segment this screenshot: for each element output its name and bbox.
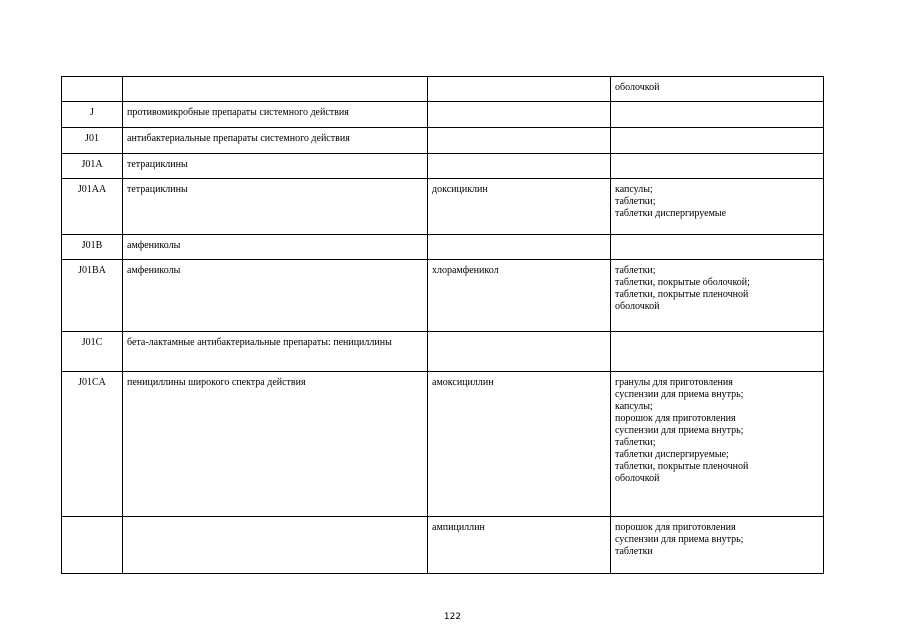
atc-group-cell <box>123 77 428 102</box>
dosage-form-line: капсулы; <box>615 401 653 412</box>
dosage-form-line: оболочкой <box>615 473 660 484</box>
table-row <box>62 260 824 332</box>
atc-code-cell: J01B <box>62 235 123 260</box>
dosage-form-line: таблетки диспергируемые <box>615 208 727 219</box>
atc-code-cell: J <box>62 102 123 128</box>
dosage-forms-cell <box>611 235 824 260</box>
dosage-form-line: оболочкой <box>615 82 660 93</box>
drug-table <box>61 76 824 574</box>
drug-name-cell: ампициллин <box>428 517 611 574</box>
drug-name-cell: доксициклин <box>428 179 611 235</box>
atc-code-cell <box>62 517 123 574</box>
dosage-forms-cell <box>611 179 824 235</box>
atc-group-cell: амфениколы <box>123 235 428 260</box>
atc-group-cell: противомикробные препараты системного действия <box>123 102 428 128</box>
drug-table-body <box>62 77 824 574</box>
drug-name-cell: хлорамфеникол <box>428 260 611 332</box>
atc-group-cell: антибактериальные препараты системного действия <box>123 128 428 154</box>
drug-name-cell <box>428 128 611 154</box>
atc-group-cell <box>123 517 428 574</box>
dosage-form-line: таблетки диспергируемые; <box>615 449 729 460</box>
table-row <box>62 128 824 154</box>
dosage-forms-cell <box>611 102 824 128</box>
atc-code-cell: J01A <box>62 154 123 179</box>
table-row <box>62 235 824 260</box>
dosage-form-line: таблетки, покрытые оболочкой; <box>615 277 750 288</box>
dosage-form-line: оболочкой <box>615 301 660 312</box>
drug-name-cell <box>428 102 611 128</box>
atc-group-cell: тетрациклины <box>123 179 428 235</box>
drug-name-cell <box>428 235 611 260</box>
dosage-form-line: таблетки; <box>615 437 656 448</box>
atc-code-cell: J01AA <box>62 179 123 235</box>
dosage-forms-cell <box>611 128 824 154</box>
page-number: 122 <box>443 612 462 622</box>
dosage-form-line: таблетки; <box>615 196 656 207</box>
atc-code-cell <box>62 77 123 102</box>
table-row <box>62 154 824 179</box>
dosage-forms-cell <box>611 77 824 102</box>
drug-name-cell <box>428 332 611 372</box>
dosage-form-line: таблетки <box>615 546 653 557</box>
atc-code-cell: J01C <box>62 332 123 372</box>
dosage-form-line: гранулы для приготовления <box>615 377 733 388</box>
dosage-form-line: таблетки, покрытые пленочной <box>615 461 749 472</box>
table-row <box>62 179 824 235</box>
dosage-form-line: таблетки; <box>615 265 656 276</box>
drug-name-cell <box>428 154 611 179</box>
drug-name-cell: амоксициллин <box>428 372 611 517</box>
dosage-form-line: порошок для приготовления <box>615 413 736 424</box>
table-row <box>62 332 824 372</box>
dosage-forms-cell <box>611 154 824 179</box>
table-row <box>62 517 824 574</box>
dosage-forms-cell <box>611 517 824 574</box>
atc-group-cell: тетрациклины <box>123 154 428 179</box>
atc-code-cell: J01BA <box>62 260 123 332</box>
dosage-form-line: суспензии для приема внутрь; <box>615 425 744 436</box>
dosage-forms-cell <box>611 372 824 517</box>
dosage-forms-cell <box>611 332 824 372</box>
atc-group-cell: пенициллины широкого спектра действия <box>123 372 428 517</box>
dosage-forms-cell <box>611 260 824 332</box>
dosage-form-line: суспензии для приема внутрь; <box>615 389 744 400</box>
dosage-form-line: порошок для приготовления <box>615 522 736 533</box>
atc-group-cell: амфениколы <box>123 260 428 332</box>
dosage-form-line: таблетки, покрытые пленочной <box>615 289 749 300</box>
dosage-form-line: суспензии для приема внутрь; <box>615 534 744 545</box>
table-row <box>62 77 824 102</box>
drug-name-cell <box>428 77 611 102</box>
dosage-form-line: капсулы; <box>615 184 653 195</box>
table-row <box>62 102 824 128</box>
atc-group-cell: бета-лактамные антибактериальные препараты: пенициллины <box>123 332 428 372</box>
atc-code-cell: J01 <box>62 128 123 154</box>
atc-code-cell: J01CA <box>62 372 123 517</box>
table-row <box>62 372 824 517</box>
